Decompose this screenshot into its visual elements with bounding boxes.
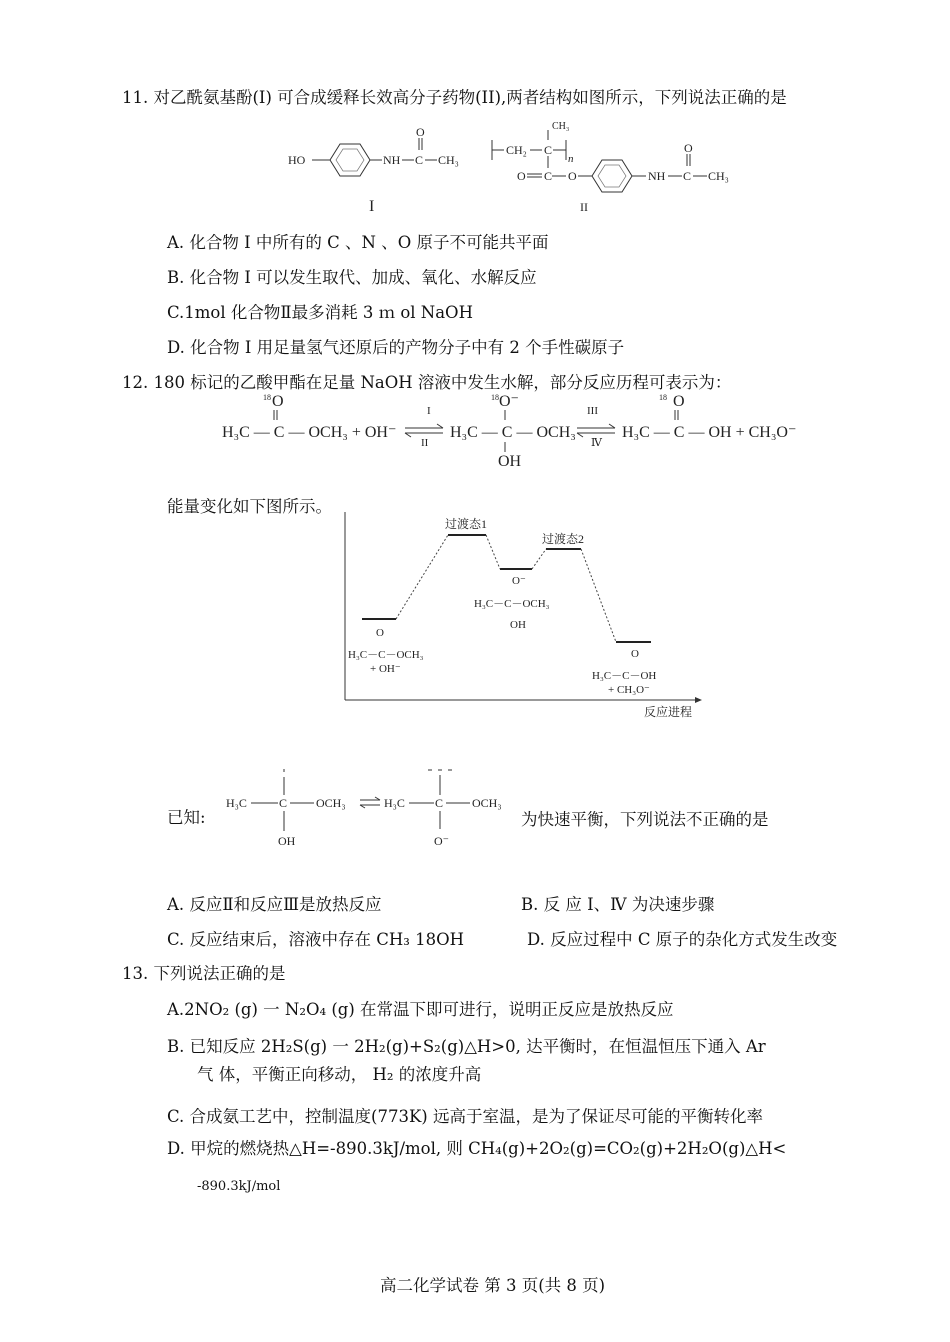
q13-option-d-line2: -890.3kJ/mol — [197, 1179, 281, 1194]
s1-label: I — [369, 198, 375, 215]
q12-energy-intro: 能量变化如下图所示。 — [167, 497, 332, 516]
q11-stem: 11. 对乙酰氨基酚(I) 可合成缓释长效高分子药物(II),两者结构如图所示，下列说法正确的是 — [122, 88, 787, 107]
svg-text:O: O — [673, 393, 685, 410]
ts1-label: 过渡态1 — [445, 517, 488, 531]
q12-option-d: D. 反应过程中 C 原子的杂化方式发生改变 — [527, 930, 838, 949]
s2-c3: C — [683, 169, 692, 183]
q11-option-c: C.1mol 化合物Ⅱ最多消耗 3 ｍ ol NaOH — [167, 303, 473, 322]
s2-label: II — [580, 200, 588, 214]
svg-text:O: O — [631, 648, 639, 660]
s1-ch3: CH₃ — [438, 153, 459, 167]
reactant-text: H₃C — C — OCH₃ + OH⁻ — [222, 424, 397, 441]
s1-ho: HO — [288, 153, 306, 167]
q12-option-c: C. 反应结束后，溶液中存在 CH₃ 18OH — [167, 930, 465, 949]
svg-text:18: 18 — [263, 393, 271, 402]
q12-stem: 12. 180 标记的乙酸甲酯在足量 NaOH 溶液中发生水解，部分反应历程可表示为： — [122, 373, 732, 392]
q12-known-prefix: 已知: — [167, 808, 206, 827]
svg-text:O⁻: O⁻ — [434, 834, 449, 848]
q12-option-a: A. 反应Ⅱ和反应Ⅲ是放热反应 — [167, 895, 382, 914]
s2-ch2: CH₂ — [506, 143, 527, 157]
known-equilibrium — [218, 765, 518, 855]
x-axis-label: 反应进程 — [644, 705, 693, 719]
structure-1 — [288, 125, 459, 176]
intermediate-text: H₃C — C — OCH₃ — [450, 424, 576, 441]
svg-text:18: 18 — [491, 393, 499, 402]
energy-diagram — [340, 512, 720, 722]
svg-text:18: 18 — [659, 393, 667, 402]
product-text: H₃C — C — OH + CH₃O⁻ — [622, 424, 797, 441]
q13-option-b-line1: B. 已知反应 2H₂S(g) 一 2H₂(g)+S₂(g)△H>0, 达平衡时，在恒温恒压下通入 Ar — [167, 1037, 766, 1056]
q13-option-c: C. 合成氨工艺中，控制温度(773K) 远高于室温，是为了保证尽可能的平衡转化率 — [167, 1107, 763, 1126]
svg-text:Ⅳ: Ⅳ — [591, 437, 602, 449]
q13-option-a: A.2NO₂ (g) 一 N₂O₄ (g) 在常温下即可进行，说明正反应是放热反应 — [167, 1000, 674, 1019]
s2-ch3: CH₃ — [708, 169, 729, 183]
q13-option-d-line1: D. 甲烷的燃烧热△H=-890.3kJ/mol, 则 CH₄(g)+2O₂(g)=CO₂(g)+2H₂O(g)△H< — [167, 1139, 787, 1158]
q11-option-a: A. 化合物 I 中所有的 C 、N 、O 原子不可能共平面 — [167, 233, 549, 252]
q12-reaction-scheme — [215, 388, 815, 474]
structure-2 — [492, 121, 729, 192]
s2-o-left: O — [517, 169, 526, 183]
s1-c: C — [415, 153, 424, 167]
s2-nh: NH — [648, 169, 666, 183]
svg-text:OCH₃: OCH₃ — [472, 796, 502, 810]
page-footer: 高二化学试卷 第 3 页(共 8 页) — [380, 1276, 606, 1295]
svg-text:OH: OH — [510, 619, 526, 631]
svg-text:III: III — [587, 405, 598, 417]
svg-text:+ CH₃O⁻: + CH₃O⁻ — [608, 684, 650, 696]
svg-text:OH: OH — [498, 453, 522, 470]
s1-nh: NH — [383, 153, 401, 167]
svg-text:O⁻: O⁻ — [499, 393, 519, 410]
q12-option-b: B. 反 应 I、Ⅳ 为决速步骤 — [521, 895, 715, 914]
svg-text:O: O — [376, 627, 384, 639]
svg-text:H₃C: H₃C — [384, 796, 405, 810]
q11-structures — [280, 112, 760, 222]
q13-option-b-line2: 气 体，平衡正向移动， H₂ 的浓度升高 — [197, 1065, 482, 1084]
svg-text:H₃C－C－OCH₃: H₃C－C－OCH₃ — [474, 598, 550, 610]
ts2-label: 过渡态2 — [542, 532, 585, 546]
svg-text:C: C — [279, 796, 288, 810]
s2-ch3-top: CH₃ — [552, 121, 570, 132]
svg-text:+ OH⁻: + OH⁻ — [370, 663, 401, 675]
q13-stem: 13. 下列说法正确的是 — [122, 964, 286, 983]
s2-o-top: O — [684, 141, 693, 155]
svg-text:H₃C－C－OCH₃: H₃C－C－OCH₃ — [348, 649, 424, 661]
s2-c: C — [544, 143, 553, 157]
q12-known-suffix: 为快速平衡，下列说法不正确的是 — [521, 810, 769, 829]
q11-option-b: B. 化合物 I 可以发生取代、加成、氧化、水解反应 — [167, 268, 537, 287]
svg-text:OCH₃: OCH₃ — [316, 796, 346, 810]
svg-text:O: O — [272, 393, 284, 410]
s1-o: O — [416, 125, 425, 139]
svg-text:C: C — [435, 796, 444, 810]
q11-option-d: D. 化合物 I 用足量氢气还原后的产物分子中有 2 个手性碳原子 — [167, 338, 625, 357]
svg-text:I: I — [427, 405, 431, 417]
s2-n: n — [568, 153, 574, 165]
svg-text:OH: OH — [278, 834, 296, 848]
s2-o-mid: O — [568, 169, 577, 183]
svg-text:II: II — [421, 437, 429, 449]
svg-text:H₃C－C－OH: H₃C－C－OH — [592, 670, 657, 682]
svg-text:O⁻: O⁻ — [512, 575, 526, 587]
s2-c2: C — [544, 169, 553, 183]
svg-text:H₃C: H₃C — [226, 796, 247, 810]
